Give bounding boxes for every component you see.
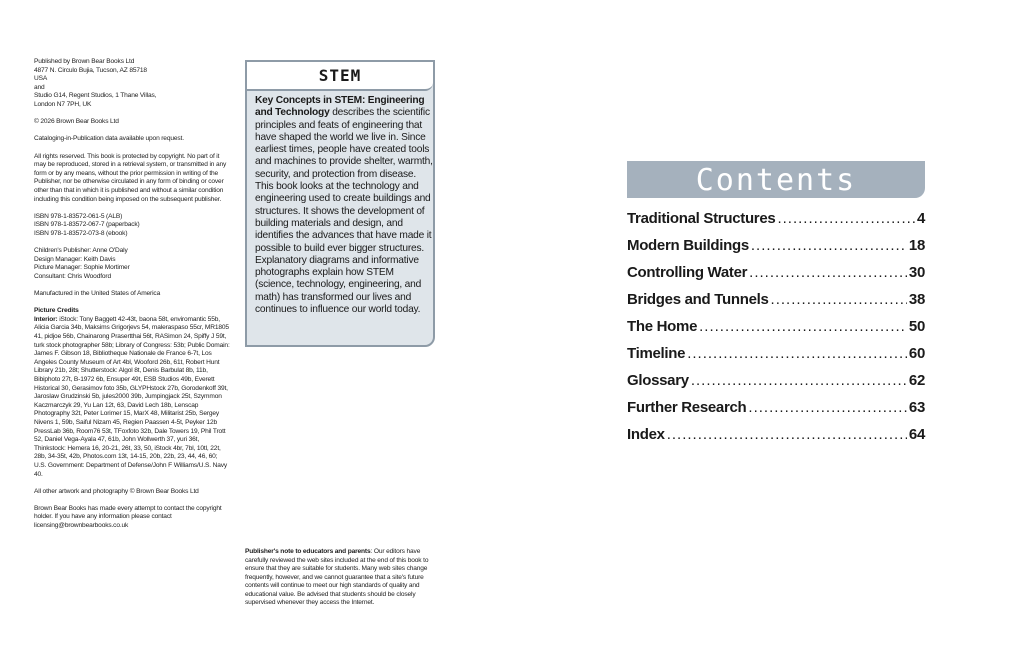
contents-banner bbox=[627, 161, 925, 198]
manufactured-line: Manufactured in the United States of America bbox=[34, 290, 161, 298]
staff-credits: Children's Publisher: Anne O'Daly Design Manager: Keith Davis Picture Manager: Sophie Mortimer Consultant: Chris Woodford bbox=[34, 247, 130, 280]
picture-credits-body: iStock: Tony Baggett 42-43t, baona 58t, enviromantic 55b, Alicia Garcia 34b, Maksims Grigorjevs 54, maleraspaso 55cr, MR1805 41, pidjoe 56b, Chainarong Prasertthai 56t, RASimon 24, Spiffy J 59t, turk stock photographer 58b; Library of Congress: 53b; Public Domain: James F. Gibson 18, Bibliotheque Nationale de France 6-7t, Los Angeles County Museum of Art 4bl, Wooford 26b, 61t, Robert Hunt Library 21b, 28t; Shutterstock: Algol 8t, Denis Barbulat 8b, 11b, Bibiphoto 27t, B-1972 6b, Ensuper 49t, ESB Studios 49b, Everett Historical 30, Gerasimov foto 35b, GLYPHstock 27b, Gorodenkoff 39t, Jaroslaw Grudzinski 5b, jules2000 39b, Jumpingjack 25t, Szymmon Kaczmarczyk 29, Yu Lan 12t, 63, David Lech 18b, Lenscap Photography 32t, Peter Lorimer 15, MarX 48, Militarist 25b, Sergey Nivens 1, 59b, Saiful Nizam 45, Regien Paassen 4-5t, Peyker 12b PressLab 36b, Room76 53t, TFoxfoto 32b, Dale Towers 19, Phil Trott 52, Daniel Vega-Ayala 47, 61b, John Wollwerth 37, yuri 36t, Thinkstock: Hemera 16, 20-21, 26t, 33, 50, iStock 4br, 7bl, 10tl, 22t, 28b, 34-35t, 42b, Photos.com 13t, 14-15, 20b, 22b, 23, 44, 46, 60; U.S. Government: Department of Defense/John F Williams/U.S. Navy 40. bbox=[34, 315, 230, 478]
contents-title: Contents bbox=[695, 163, 857, 198]
copyright-line: © 2026 Brown Bear Books Ltd bbox=[34, 118, 119, 126]
toc-entry[interactable] bbox=[627, 372, 925, 399]
toc-entry[interactable] bbox=[627, 399, 925, 426]
toc-label: Timeline bbox=[627, 345, 686, 362]
toc-page-number: 18 bbox=[908, 237, 925, 254]
toc-page-number: 63 bbox=[908, 399, 925, 416]
toc-label: Glossary bbox=[627, 372, 689, 389]
contact-note: Brown Bear Books has made every attempt to contact the copyright holder. If you have any information please contact licensing@brownbearbooks.co.uk bbox=[34, 504, 222, 530]
artwork-credit: All other artwork and photography © Brown Bear Books Ltd bbox=[34, 487, 199, 495]
toc-page-number: 62 bbox=[908, 372, 925, 389]
publisher-note bbox=[245, 548, 441, 608]
toc-entry[interactable] bbox=[627, 210, 925, 237]
picture-credits-text bbox=[34, 316, 230, 479]
publisher-note-text: : Our editors have carefully reviewed the web sites included at the end of this book to ensure that they are suitable for students. Many web sites change frequently, however, and we cannot guarantee that a site's future contents will continue to meet our high standards of quality and educational value. Be advised that students should be closely supervised whenever they access the Internet. bbox=[245, 548, 429, 606]
toc-label: Traditional Structures bbox=[627, 210, 776, 227]
stem-tab bbox=[247, 62, 433, 91]
toc-page-number: 4 bbox=[916, 210, 925, 227]
toc-label: Bridges and Tunnels bbox=[627, 291, 769, 308]
toc-label: The Home bbox=[627, 318, 698, 335]
table-of-contents bbox=[627, 210, 925, 453]
picture-credits-label: Interior: bbox=[34, 315, 58, 323]
toc-entry[interactable] bbox=[627, 237, 925, 264]
stem-body: describes the scientific principles and feats of engineering that have shaped the world we live in. Since earliest times, people have created tools and machines to provide shelter, warmth, security, and protection from disease. This book looks at the technology and engineering used to create buildings and structures. It shows the development of building materials and design, and identifies the advances that have made it possible to build ever bigger structures. Explanatory diagrams and informative photographs explain how STEM (science, technology, engineering, and math) has transformed our lives and continues to influence our world today. bbox=[255, 107, 433, 316]
toc-page-number: 64 bbox=[908, 426, 925, 443]
isbn-list: ISBN 978-1-83572-061-5 (ALB) ISBN 978-1-83572-067-7 (paperback) ISBN 978-1-83572-073-8 (ebook) bbox=[34, 212, 140, 237]
toc-page-number: 38 bbox=[908, 291, 925, 308]
picture-credits-heading: Picture Credits bbox=[34, 307, 79, 315]
imprint-column bbox=[34, 58, 230, 539]
stem-description bbox=[255, 95, 435, 316]
toc-entry[interactable] bbox=[627, 345, 925, 372]
toc-leader bbox=[687, 345, 907, 362]
toc-leader bbox=[691, 372, 907, 389]
toc-label: Further Research bbox=[627, 399, 747, 416]
stem-book-title: Key Concepts in STEM: Engineering and Technology bbox=[255, 95, 425, 119]
toc-entry[interactable] bbox=[627, 426, 925, 453]
stem-box bbox=[245, 60, 435, 347]
toc-leader bbox=[771, 291, 907, 308]
publisher-address: Published by Brown Bear Books Ltd 4877 N. Circulo Bujia, Tucson, AZ 85718 USA and Studio G14, Regent Studios, 1 Thane Villas, London N7 7PH, UK bbox=[34, 58, 157, 108]
toc-leader bbox=[699, 318, 907, 335]
stem-title: STEM bbox=[318, 66, 362, 85]
rights-statement: All rights reserved. This book is protected by copyright. No part of it may be reproduced, stored in a retrieval system, or transmitted in any form or by any means, without the prior permission in writing of the Publisher, nor be otherwise circulated in any form of binding or cover other than that in which it is published and without a similar condition including this condition being imposed on the subsequent publisher. bbox=[34, 152, 227, 203]
cip-line: Cataloging-in-Publication data available upon request. bbox=[34, 135, 184, 143]
toc-leader bbox=[749, 264, 907, 281]
toc-entry[interactable] bbox=[627, 291, 925, 318]
toc-leader bbox=[748, 399, 906, 416]
toc-leader bbox=[667, 426, 907, 443]
toc-leader bbox=[777, 210, 915, 227]
toc-label: Index bbox=[627, 426, 665, 443]
publisher-note-label: Publisher's note to educators and parents bbox=[245, 548, 371, 555]
toc-page-number: 30 bbox=[908, 264, 925, 281]
toc-entry[interactable] bbox=[627, 318, 925, 345]
toc-page-number: 60 bbox=[908, 345, 925, 362]
toc-entry[interactable] bbox=[627, 264, 925, 291]
toc-label: Controlling Water bbox=[627, 264, 748, 281]
toc-label: Modern Buildings bbox=[627, 237, 749, 254]
toc-page-number: 50 bbox=[908, 318, 925, 335]
toc-leader bbox=[751, 237, 907, 254]
